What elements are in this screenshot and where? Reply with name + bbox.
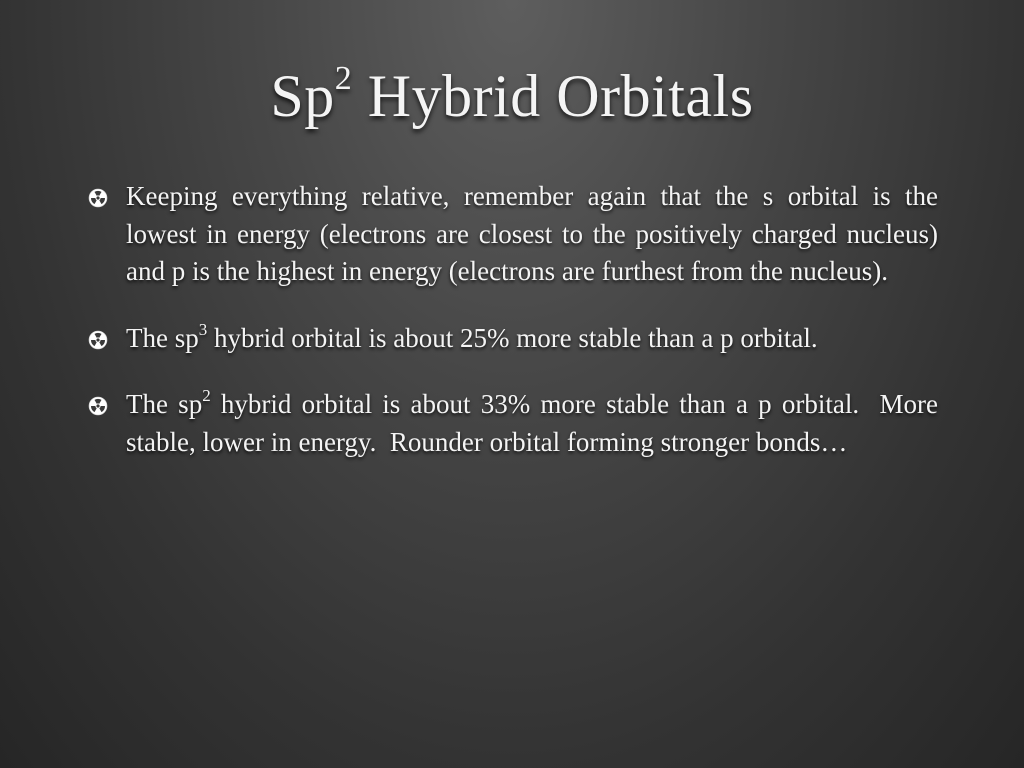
- bullet-superscript: 2: [202, 386, 211, 405]
- bullet-text-pre: The sp: [126, 389, 203, 419]
- bullet-list: [88, 178, 945, 490]
- bullet-text-pre: The sp: [126, 322, 199, 353]
- radiation-trefoil-icon: [88, 396, 108, 416]
- bullet-item: [88, 320, 938, 358]
- title-superscript: 2: [334, 60, 353, 97]
- bullet-text: Keeping everything relative, remember again that the s orbital is the lowest in energy (electrons are closest to the positively charged nucleus) and p is the highest in energy (electrons are furthest from the nucleus).: [126, 181, 938, 286]
- title-prefix: Sp: [270, 63, 335, 129]
- bullet-superscript: 3: [198, 319, 208, 339]
- radiation-trefoil-icon: [88, 188, 108, 208]
- bullet-text-post: hybrid orbital is about 25% more stable than a p orbital.: [207, 322, 818, 353]
- title-suffix: Hybrid Orbitals: [352, 63, 754, 129]
- slide-title: [0, 58, 1024, 134]
- bullet-item: [88, 178, 938, 291]
- bullet-text-post: hybrid orbital is about 33% more stable than a p orbital. More stable, lower in energy. Rounder orbital forming stronger bonds…: [126, 389, 945, 457]
- bullet-item: [88, 386, 945, 461]
- radiation-trefoil-icon: [88, 330, 108, 350]
